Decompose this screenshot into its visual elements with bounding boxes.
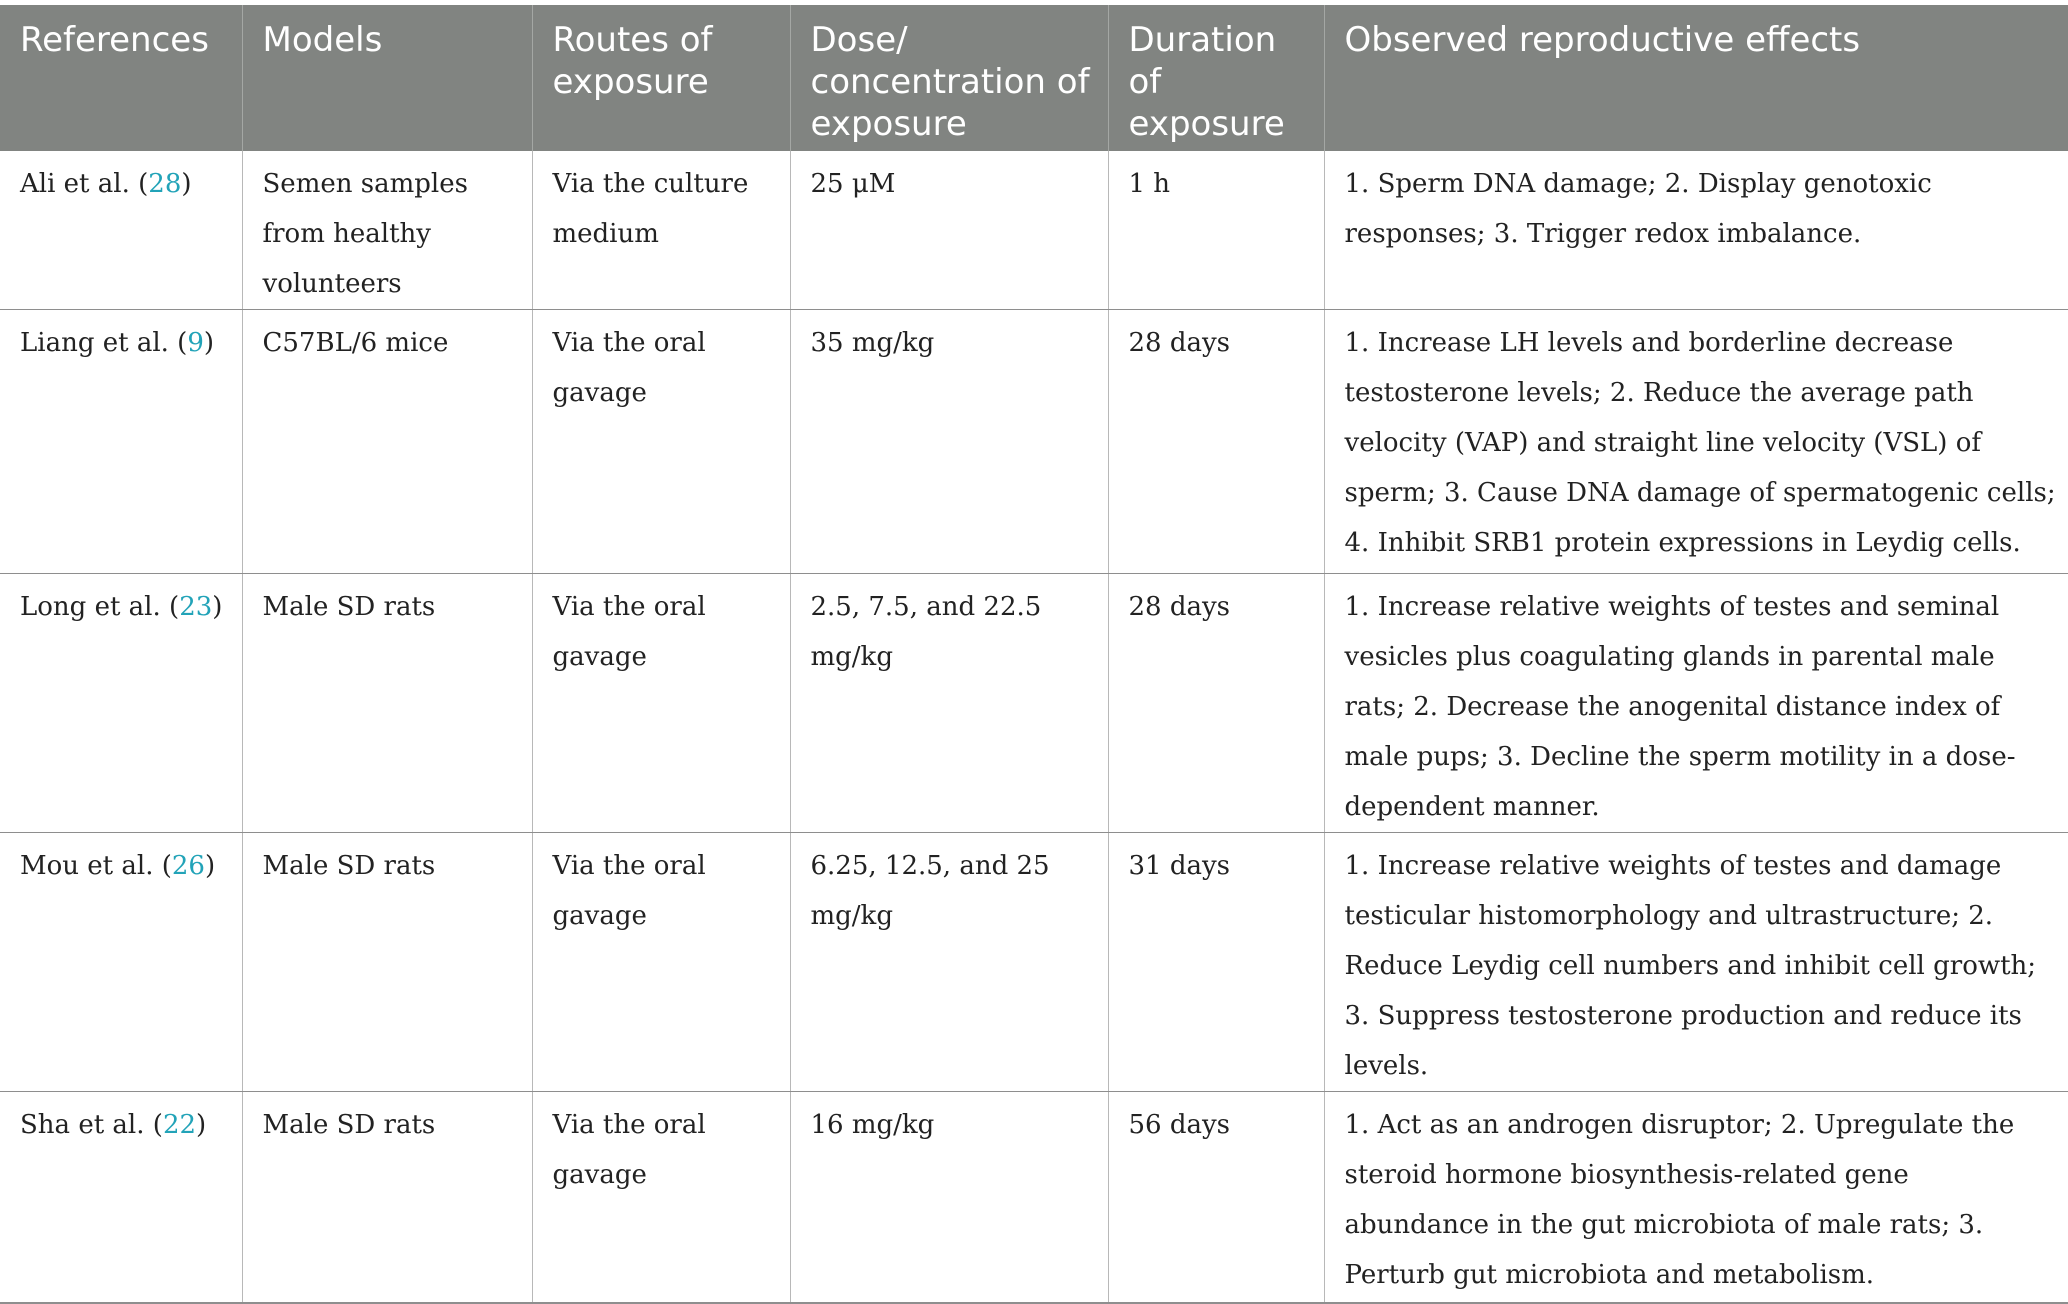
table-row [0, 151, 2068, 310]
header-models: Models [242, 5, 532, 151]
header-row [0, 5, 2068, 151]
route-cell: Via the oral gavage [532, 1092, 790, 1303]
reference-cell: Sha et al. (22) [0, 1092, 242, 1303]
duration-cell: 28 days [1108, 310, 1324, 574]
reference-cell: Long et al. (23) [0, 574, 242, 833]
model-cell: Male SD rats [242, 833, 532, 1092]
model-cell: Semen samples from healthy volunteers [242, 151, 532, 310]
route-cell: Via the oral gavage [532, 310, 790, 574]
dose-cell: 35 mg/kg [790, 310, 1108, 574]
effects-cell: 1. Increase relative weights of testes and damage testicular histomorphology and ultrastructure; 2. Reduce Leydig cell numbers and inhibit cell growth; 3. Suppress testosterone production and reduce its levels. [1324, 833, 2068, 1092]
reference-author: Liang et al. [20, 328, 169, 358]
reference-cell: Liang et al. (9) [0, 310, 242, 574]
reference-cell: Mou et al. (26) [0, 833, 242, 1092]
header-duration: Duration of exposure [1108, 5, 1324, 151]
model-cell: C57BL/6 mice [242, 310, 532, 574]
header-references: References [0, 5, 242, 151]
reference-link[interactable]: 28 [148, 169, 182, 199]
header-observed-effects: Observed reproductive effects [1324, 5, 2068, 151]
effects-cell: 1. Act as an androgen disruptor; 2. Upregulate the steroid hormone biosynthesis-related gene abundance in the gut microbiota of male rats; 3. Perturb gut microbiota and metabolism. [1324, 1092, 2068, 1303]
route-cell: Via the oral gavage [532, 833, 790, 1092]
reference-link[interactable]: 9 [187, 328, 204, 358]
reference-author: Sha et al. [20, 1110, 145, 1140]
model-cell: Male SD rats [242, 1092, 532, 1303]
dose-cell: 2.5, 7.5, and 22.5 mg/kg [790, 574, 1108, 833]
reference-link[interactable]: 22 [162, 1110, 197, 1140]
route-cell: Via the culture medium [532, 151, 790, 310]
table-row [0, 574, 2068, 833]
reference-author: Long et al. [20, 592, 161, 622]
effects-cell: 1. Increase LH levels and borderline decrease testosterone levels; 2. Reduce the average path velocity (VAP) and straight line velocity (VSL) of sperm; 3. Cause DNA damage of spermatogenic cells; 4. Inhibit SRB1 protein expressions in Leydig cells. [1324, 310, 2068, 574]
effects-cell: 1. Increase relative weights of testes and seminal vesicles plus coagulating glands in parental male rats; 2. Decrease the anogenital distance index of male pups; 3. Decline the sperm motility in a dose-dependent manner. [1324, 574, 2068, 833]
duration-cell: 28 days [1108, 574, 1324, 833]
header-dose-concentration: Dose/ concentration of exposure [790, 5, 1108, 151]
duration-cell: 56 days [1108, 1092, 1324, 1303]
table-header [0, 5, 2068, 151]
route-cell: Via the oral gavage [532, 574, 790, 833]
table-row [0, 1092, 2068, 1303]
dose-cell: 16 mg/kg [790, 1092, 1108, 1303]
reference-author: Ali et al. [20, 169, 130, 199]
header-routes-of-exposure: Routes of exposure [532, 5, 790, 151]
dose-cell: 25 μM [790, 151, 1108, 310]
reference-link[interactable]: 26 [171, 851, 205, 881]
duration-cell: 31 days [1108, 833, 1324, 1092]
dose-cell: 6.25, 12.5, and 25 mg/kg [790, 833, 1108, 1092]
reproductive-effects-table [0, 5, 2068, 1304]
effects-cell: 1. Sperm DNA damage; 2. Display genotoxic responses; 3. Trigger redox imbalance. [1324, 151, 2068, 310]
table-body [0, 151, 2068, 1303]
reference-link[interactable]: 23 [179, 592, 213, 622]
reference-author: Mou et al. [20, 851, 154, 881]
duration-cell: 1 h [1108, 151, 1324, 310]
table-row [0, 833, 2068, 1092]
reference-cell: Ali et al. (28) [0, 151, 242, 310]
table-row [0, 310, 2068, 574]
model-cell: Male SD rats [242, 574, 532, 833]
